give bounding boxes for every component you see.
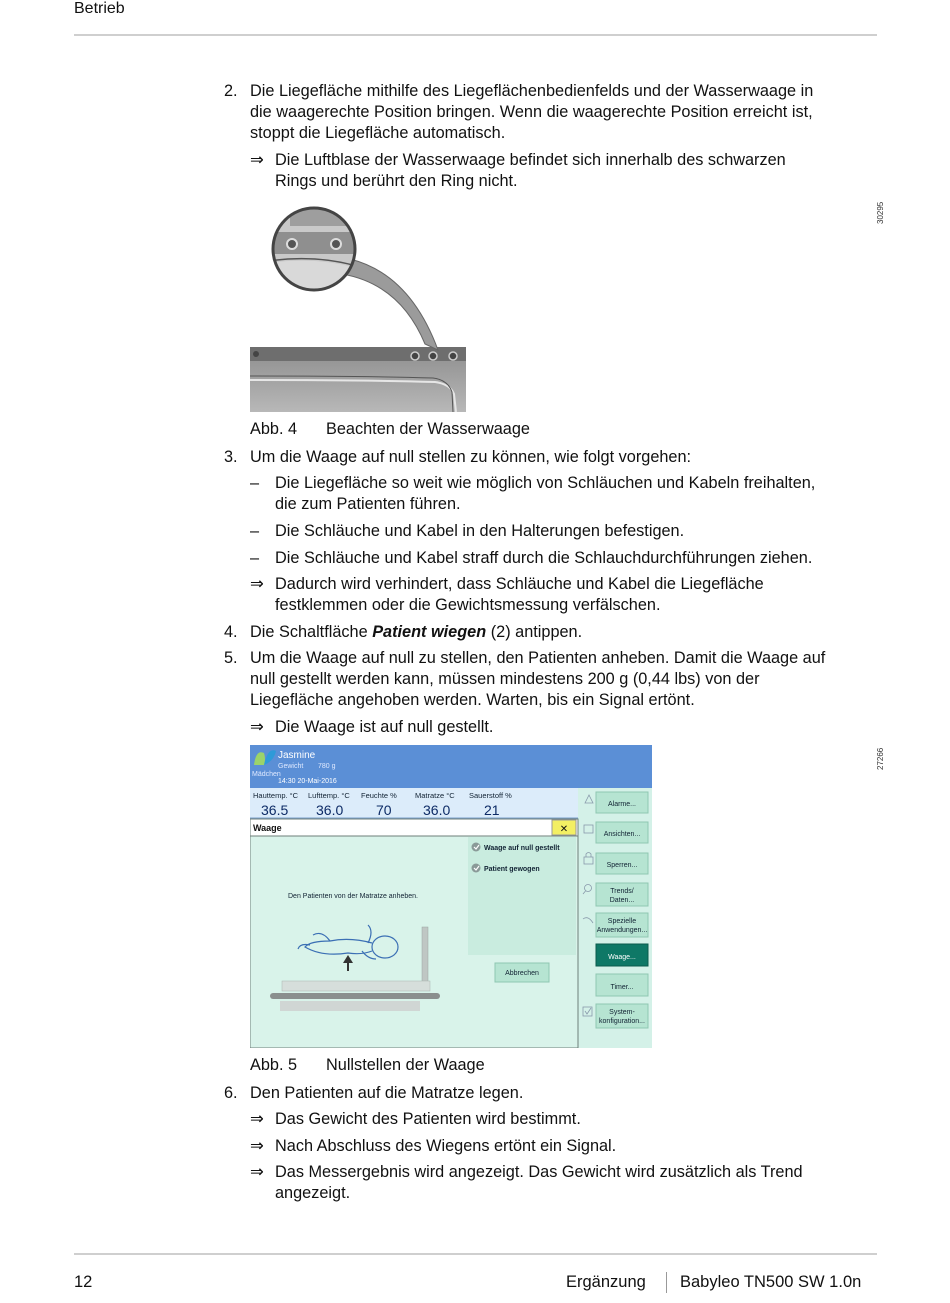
patient-name: Jasmine xyxy=(278,750,316,761)
result-text: festklemmen oder die Gewichtsmessung verfälschen. xyxy=(275,596,661,614)
step-text: Liegefläche angehoben werden. Warten, bis ein Signal ertönt. xyxy=(250,691,695,709)
svg-text:konfiguration...: konfiguration... xyxy=(599,1018,645,1025)
result-text: angezeigt. xyxy=(275,1184,351,1202)
svg-text:Anwendungen...: Anwendungen... xyxy=(596,927,648,934)
svg-text:Ansichten...: Ansichten... xyxy=(603,831,641,838)
step-number: 5. xyxy=(224,649,238,667)
svg-text:Trends/: Trends/ xyxy=(610,888,634,895)
param-label: Lufttemp. °C xyxy=(308,791,350,800)
step-number: 4. xyxy=(224,623,238,641)
menu-button-waage-active xyxy=(596,944,648,966)
check-icon xyxy=(472,864,481,873)
svg-text:Sperren...: Sperren... xyxy=(606,862,638,869)
check-icon xyxy=(472,843,481,852)
patient-sex: Mädchen xyxy=(252,771,281,778)
footer-product: Babyleo TN500 SW 1.0n xyxy=(680,1273,862,1291)
status-zeroed: Waage auf null gestellt xyxy=(484,845,560,852)
bullet-text: Die Liegefläche so weit wie möglich von Schläuchen und Kabeln freihalten, xyxy=(275,474,816,492)
figure-label: Abb. 5 xyxy=(250,1056,298,1074)
result-arrow-icon: ⇒ xyxy=(250,151,264,169)
date-time: 14:30 20-Mai-2016 xyxy=(278,778,337,785)
result-text: Die Luftblase der Wasserwaage befindet sich innerhalb des schwarzen xyxy=(275,151,786,169)
step-text: Den Patienten auf die Matratze legen. xyxy=(250,1084,524,1102)
param-value: 21 xyxy=(484,802,500,818)
step-number: 6. xyxy=(224,1084,238,1102)
weight-value: 780 g xyxy=(318,763,336,770)
svg-text:System-: System- xyxy=(609,1009,635,1016)
figure-id: 30295 xyxy=(876,201,885,224)
step-text: die waagerechte Position bringen. Wenn die waagerechte Position erreicht ist, xyxy=(250,103,813,121)
result-arrow-icon: ⇒ xyxy=(250,575,264,593)
page-number: 12 xyxy=(74,1273,93,1291)
footer-divider xyxy=(666,1272,667,1293)
figure-caption: Beachten der Wasserwaage xyxy=(326,420,530,438)
device-screen xyxy=(250,745,652,1048)
bubble-level-illustration xyxy=(250,204,468,412)
result-text: Das Messergebnis wird angezeigt. Das Gewicht wird zusätzlich als Trend xyxy=(275,1163,803,1181)
header-rule xyxy=(74,34,877,36)
param-label: Feuchte % xyxy=(361,791,397,800)
dialog-instruction: Den Patienten von der Matratze anheben. xyxy=(288,893,418,900)
bullet-dash: – xyxy=(250,522,260,540)
step-text: null gestellt werden kann, müssen mindestens 200 g (0,44 lbs) von der xyxy=(250,670,760,688)
svg-text:Daten...: Daten... xyxy=(609,897,635,904)
page-header-section: Betrieb xyxy=(74,0,125,17)
step-number: 2. xyxy=(224,82,238,100)
close-icon: ✕ xyxy=(559,824,569,835)
param-value: 36.5 xyxy=(261,802,289,818)
status-weighed: Patient gewogen xyxy=(484,866,540,873)
result-arrow-icon: ⇒ xyxy=(250,718,264,736)
result-text: Dadurch wird verhindert, dass Schläuche und Kabel die Liegefläche xyxy=(275,575,764,593)
step-text: Die Liegefläche mithilfe des Liegeflächenbedienfelds und der Wasserwaage in xyxy=(250,82,814,100)
param-label: Matratze °C xyxy=(415,791,455,800)
bullet-text: die zum Patienten führen. xyxy=(275,495,461,513)
svg-text:Timer...: Timer... xyxy=(610,984,634,991)
bullet-dash: – xyxy=(250,474,260,492)
menu-button-timer xyxy=(596,974,648,996)
svg-text:Waage...: Waage... xyxy=(608,954,636,961)
step-text: stoppt die Liegefläche automatisch. xyxy=(250,124,506,142)
result-text: Das Gewicht des Patienten wird bestimmt. xyxy=(275,1110,581,1128)
result-arrow-icon: ⇒ xyxy=(250,1163,264,1181)
svg-text:Abbrechen: Abbrechen xyxy=(505,970,539,977)
footer-rule xyxy=(74,1253,877,1255)
svg-text:Alarme...: Alarme... xyxy=(607,801,637,808)
result-text: Die Waage ist auf null gestellt. xyxy=(275,718,494,736)
svg-text:Spezielle: Spezielle xyxy=(607,918,637,925)
button-name: Patient wiegen xyxy=(372,623,487,641)
param-value: 36.0 xyxy=(423,802,451,818)
bullet-dash: – xyxy=(250,549,260,567)
param-value: 70 xyxy=(376,802,392,818)
step-text: Um die Waage auf null stellen zu können, wie folgt vorgehen: xyxy=(250,448,692,466)
bullet-text: Die Schläuche und Kabel in den Halterungen befestigen. xyxy=(275,522,685,540)
figure-id: 27266 xyxy=(876,747,885,770)
param-label: Hauttemp. °C xyxy=(253,791,299,800)
step-text: Die Schaltfläche Patient wiegen (2) antippen. xyxy=(250,623,583,641)
result-text: Nach Abschluss des Wiegens ertönt ein Signal. xyxy=(275,1137,617,1155)
figure-label: Abb. 4 xyxy=(250,420,298,438)
param-label: Sauerstoff % xyxy=(469,791,512,800)
weight-label: Gewicht xyxy=(278,763,304,770)
figure-caption: Nullstellen der Waage xyxy=(326,1056,485,1074)
result-arrow-icon: ⇒ xyxy=(250,1137,264,1155)
param-value: 36.0 xyxy=(316,802,344,818)
bullet-text: Die Schläuche und Kabel straff durch die Schlauchdurchführungen ziehen. xyxy=(275,549,813,567)
footer-section: Ergänzung xyxy=(566,1273,646,1291)
step-number: 3. xyxy=(224,448,238,466)
step-text: Um die Waage auf null zu stellen, den Patienten anheben. Damit die Waage auf xyxy=(250,649,826,667)
result-text: Rings und berührt den Ring nicht. xyxy=(275,172,518,190)
result-arrow-icon: ⇒ xyxy=(250,1110,264,1128)
dialog-title: Waage xyxy=(253,823,282,833)
